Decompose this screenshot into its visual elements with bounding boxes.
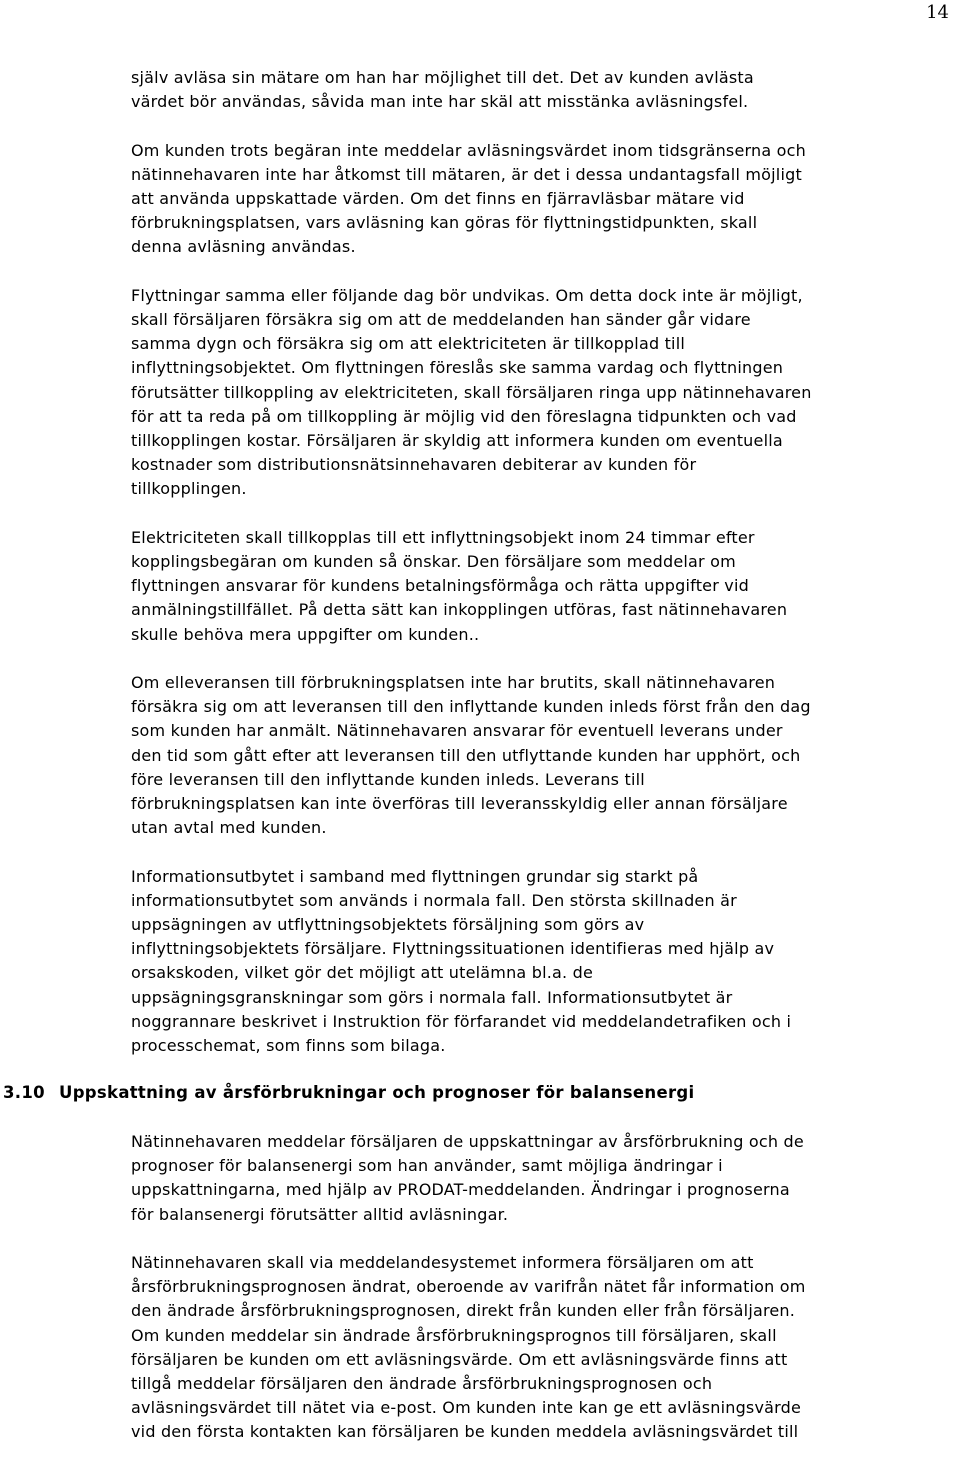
text-line: Nätinnehavaren skall via meddelandesystemet informera försäljaren om att bbox=[131, 1253, 754, 1272]
text-line: skall försäljaren försäkra sig om att de meddelanden han sänder går vidare bbox=[131, 310, 751, 329]
paragraph bbox=[131, 1251, 960, 1445]
text-line: den ändrade årsförbrukningsprognosen, direkt från kunden eller från försäljaren. bbox=[131, 1301, 796, 1321]
paragraph bbox=[131, 671, 960, 840]
text-line: själv avläsa sin mätare om han har möjlighet till det. Det av kunden avlästa bbox=[131, 68, 754, 87]
text-line: för att ta reda på om tillkoppling är möjlig vid den föreslagna tidpunkten och vad bbox=[131, 406, 797, 426]
text-line: tillgå meddelar försäljaren den ändrade årsförbrukningsprognosen och bbox=[131, 1374, 713, 1394]
text-line: tillkopplingen kostar. Försäljaren är skyldig att informera kunden om eventuella bbox=[131, 431, 783, 451]
paragraph bbox=[131, 66, 960, 114]
text-line: nätinnehavaren inte har åtkomst till mätaren, är det i dessa undantagsfall möjligt bbox=[131, 164, 802, 184]
page-number: 14 bbox=[926, 2, 949, 23]
text-line: Nätinnehavaren meddelar försäljaren de uppskattningar av årsförbrukning och de bbox=[131, 1132, 804, 1151]
section-body bbox=[131, 1130, 960, 1469]
document-body bbox=[131, 66, 960, 1082]
text-line: prognoser för balansenergi som han använder, samt möjliga ändringar i bbox=[131, 1156, 723, 1176]
text-line: inflyttningsobjektets försäljare. Flyttningssituationen identifieras med hjälp av bbox=[131, 939, 775, 959]
paragraph bbox=[131, 1130, 960, 1227]
text-line: Informationsutbytet i samband med flyttningen grundar sig starkt på bbox=[131, 866, 699, 886]
text-line: utan avtal med kunden. bbox=[131, 818, 327, 838]
text-line: uppsägningen av utflyttningsobjektets försäljning som görs av bbox=[131, 915, 645, 935]
text-line: inflyttningsobjektet. Om flyttningen föreslås ske samma vardag och flyttningen bbox=[131, 358, 784, 378]
text-line: förbrukningsplatsen, vars avläsning kan göras för flyttningstidpunkten, skall bbox=[131, 213, 758, 233]
text-line: före leveransen till den inflyttande kunden inleds. Leverans till bbox=[131, 769, 645, 789]
text-line: för balansenergi förutsätter alltid avläsningar. bbox=[131, 1204, 509, 1224]
paragraph bbox=[131, 139, 960, 260]
text-line: Om elleveransen till förbrukningsplatsen inte har brutits, skall nätinnehavaren bbox=[131, 673, 776, 693]
text-line: förutsätter tillkoppling av elektriciteten, skall försäljaren ringa upp nätinnehavaren bbox=[131, 382, 812, 402]
text-line: processchemat, som finns som bilaga. bbox=[131, 1036, 446, 1056]
section-number: 3.10 bbox=[3, 1083, 45, 1102]
text-line: flyttningen ansvarar för kundens betalningsförmåga och rätta uppgifter vid bbox=[131, 576, 749, 596]
text-line: skulle behöva mera uppgifter om kunden.. bbox=[131, 624, 480, 644]
text-line: försäkra sig om att leveransen till den inflyttande kunden inleds först från den dag bbox=[131, 697, 811, 717]
text-line: uppskattningarna, med hjälp av PRODAT-meddelanden. Ändringar i prognoserna bbox=[131, 1180, 790, 1200]
text-line: den tid som gått efter att leveransen till den utflyttande kunden har upphört, och bbox=[131, 745, 801, 765]
text-line: förbrukningsplatsen kan inte överföras till leveransskyldig eller annan försäljare bbox=[131, 794, 788, 814]
paragraph bbox=[131, 526, 960, 647]
text-line: anmälningstillfället. På detta sätt kan inkopplingen utföras, fast nätinnehavaren bbox=[131, 600, 788, 620]
text-line: kopplingsbegäran om kunden så önskar. Den försäljare som meddelar om bbox=[131, 552, 736, 572]
paragraph bbox=[131, 284, 960, 502]
text-line: Om kunden trots begäran inte meddelar avläsningsvärdet inom tidsgränserna och bbox=[131, 140, 806, 160]
text-line: informationsutbytet som används i normala fall. Den största skillnaden är bbox=[131, 890, 737, 910]
text-line: årsförbrukningsprognosen ändrat, oberoende av varifrån nätet får information om bbox=[131, 1277, 806, 1297]
text-line: orsakskoden, vilket gör det möjligt att utelämna bl.a. de bbox=[131, 963, 593, 983]
section-heading bbox=[3, 1081, 694, 1105]
text-line: vid den första kontakten kan försäljaren be kunden meddela avläsningsvärdet till bbox=[131, 1422, 799, 1442]
text-line: samma dygn och försäkra sig om att elektriciteten är tillkopplad till bbox=[131, 334, 685, 354]
text-line: Flyttningar samma eller följande dag bör undvikas. Om detta dock inte är möjligt, bbox=[131, 285, 803, 305]
text-line: värdet bör användas, såvida man inte har skäl att misstänka avläsningsfel. bbox=[131, 92, 749, 112]
text-line: avläsningsvärdet till nätet via e-post. Om kunden inte kan ge ett avläsningsvärde bbox=[131, 1398, 802, 1418]
text-line: noggrannare beskrivet i Instruktion för förfarandet vid meddelandetrafiken och i bbox=[131, 1011, 792, 1031]
text-line: tillkopplingen. bbox=[131, 479, 247, 499]
section-title: Uppskattning av årsförbrukningar och prognoser för balansenergi bbox=[59, 1083, 695, 1102]
text-line: försäljaren be kunden om ett avläsningsvärde. Om ett avläsningsvärde finns att bbox=[131, 1349, 788, 1369]
text-line: uppsägningsgranskningar som görs i normala fall. Informationsutbytet är bbox=[131, 987, 733, 1007]
text-line: Elektriciteten skall tillkopplas till ett inflyttningsobjekt inom 24 timmar efter bbox=[131, 527, 755, 547]
paragraph bbox=[131, 865, 960, 1059]
text-line: som kunden har anmält. Nätinnehavaren ansvarar för eventuell leverans under bbox=[131, 721, 783, 741]
text-line: att använda uppskattade värden. Om det finns en fjärravläsbar mätare vid bbox=[131, 189, 745, 208]
text-line: Om kunden meddelar sin ändrade årsförbrukningsprognos till försäljaren, skall bbox=[131, 1325, 777, 1345]
text-line: kostnader som distributionsnätsinnehavaren debiterar av kunden för bbox=[131, 455, 697, 475]
text-line: denna avläsning användas. bbox=[131, 237, 356, 257]
